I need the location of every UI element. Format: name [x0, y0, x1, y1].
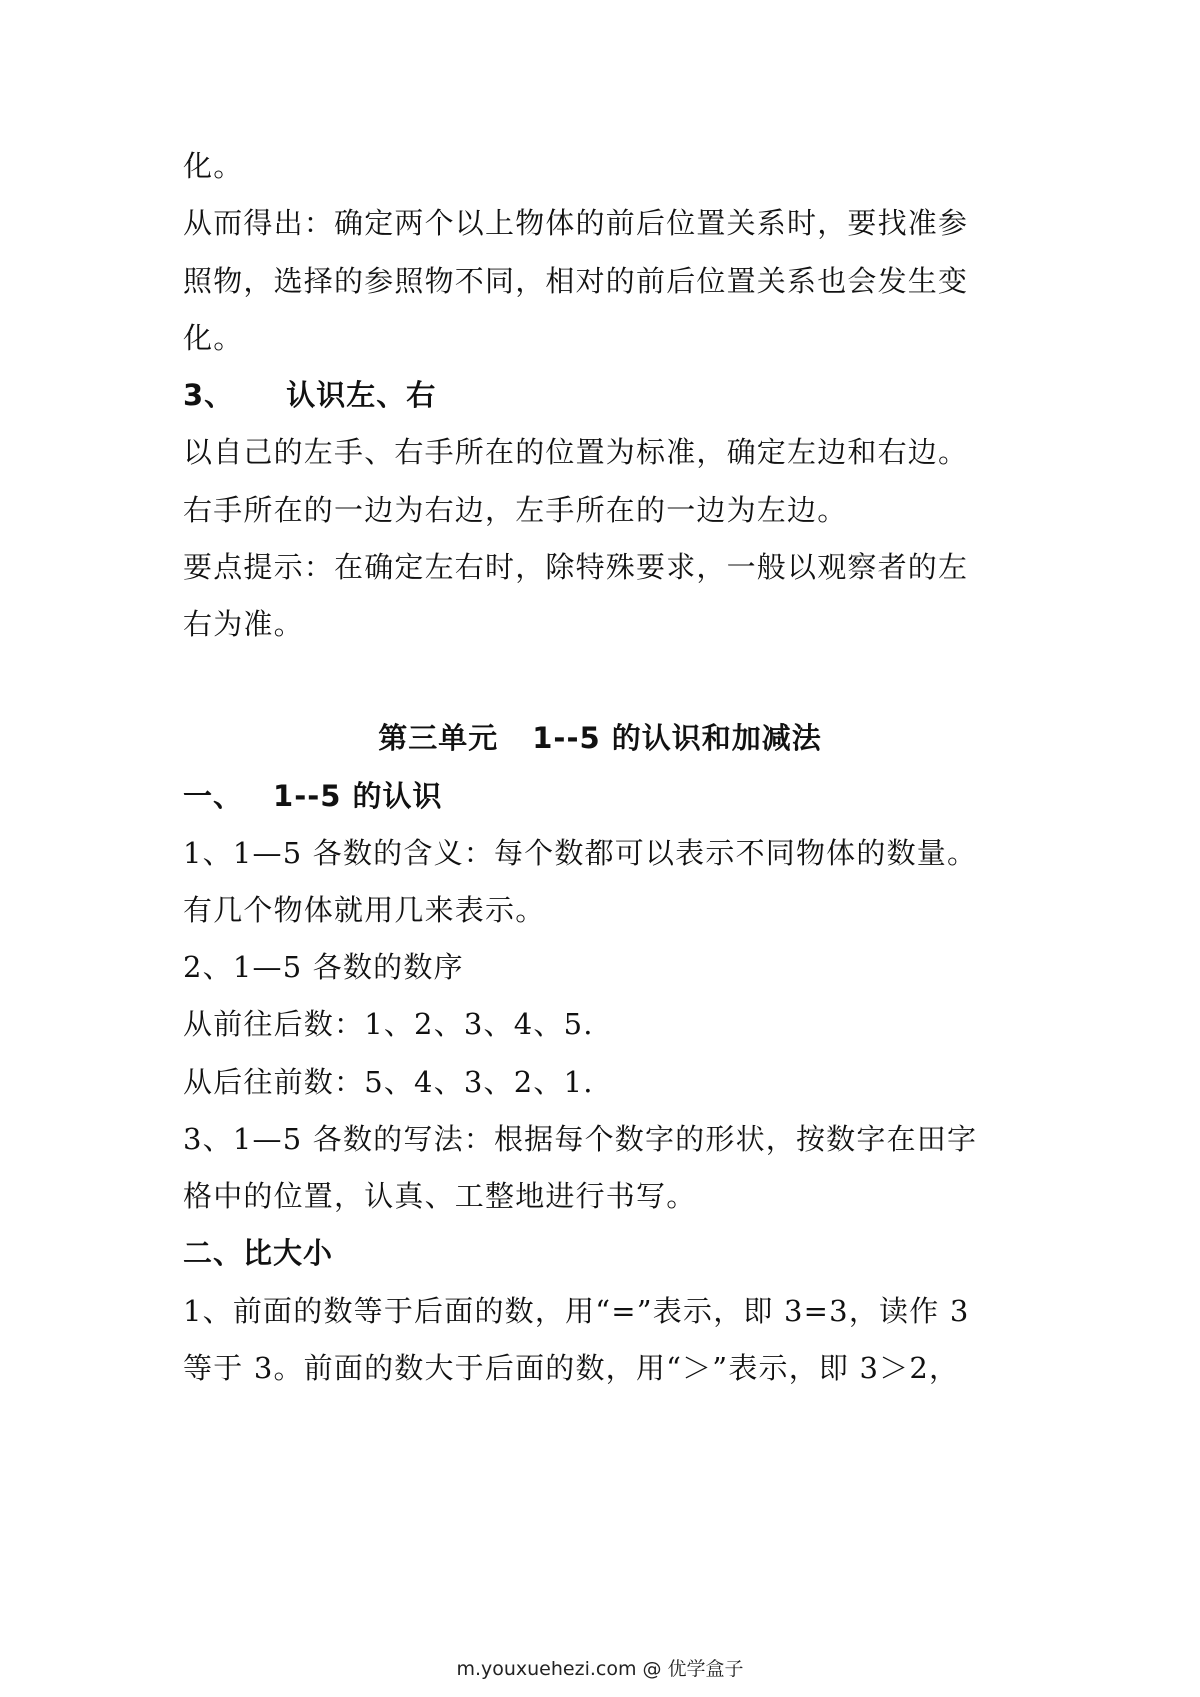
part-number: 一、	[183, 779, 244, 813]
section-title: 认识左、右	[286, 378, 437, 412]
text-line: 格中的位置，认真、工整地进行书写。	[183, 1179, 697, 1213]
unit-topic: 1--5 的认识和加减法	[532, 721, 822, 755]
text-line: 1、1—5 各数的含义：每个数都可以表示不同物体的数量。	[183, 836, 978, 870]
footer-url[interactable]: m.youxuehezi.com @ 优学盒子	[456, 1658, 744, 1680]
text-line: 有几个物体就用几来表示。	[183, 893, 546, 927]
text-line: 照物，选择的参照物不同，相对的前后位置关系也会发生变	[183, 264, 969, 298]
text-line: 化。	[183, 321, 244, 355]
text-line: 2、1—5 各数的数序	[183, 950, 464, 984]
unit-label: 第三单元	[378, 721, 499, 755]
text-line: 化。	[183, 149, 244, 183]
text-line: 从后往前数：5、4、3、2、1.	[183, 1065, 594, 1099]
text-line: 从而得出：确定两个以上物体的前后位置关系时，要找准参	[183, 206, 969, 240]
unit-title	[0, 718, 1200, 758]
text-line: 1、前面的数等于后面的数，用“=”表示，即 3=3，读作 3	[183, 1294, 970, 1328]
text-line: 从前往后数：1、2、3、4、5.	[183, 1007, 594, 1041]
part-title: 1--5 的认识	[273, 779, 443, 813]
text-line: 以自己的左手、右手所在的位置为标准，确定左边和右边。	[183, 435, 969, 469]
section-number: 3、	[183, 378, 235, 412]
text-line: 3、1—5 各数的写法：根据每个数字的形状，按数字在田字	[183, 1122, 978, 1156]
part-heading: 二、比大小	[183, 1236, 334, 1270]
text-line: 等于 3。前面的数大于后面的数，用“＞”表示，即 3＞2，	[183, 1351, 960, 1385]
text-line: 右手所在的一边为右边，左手所在的一边为左边。	[183, 493, 848, 527]
text-line: 要点提示：在确定左右时，除特殊要求，一般以观察者的左	[183, 550, 969, 584]
section-heading	[183, 375, 436, 415]
text-line: 右为准。	[183, 607, 304, 641]
part-heading	[183, 776, 443, 816]
